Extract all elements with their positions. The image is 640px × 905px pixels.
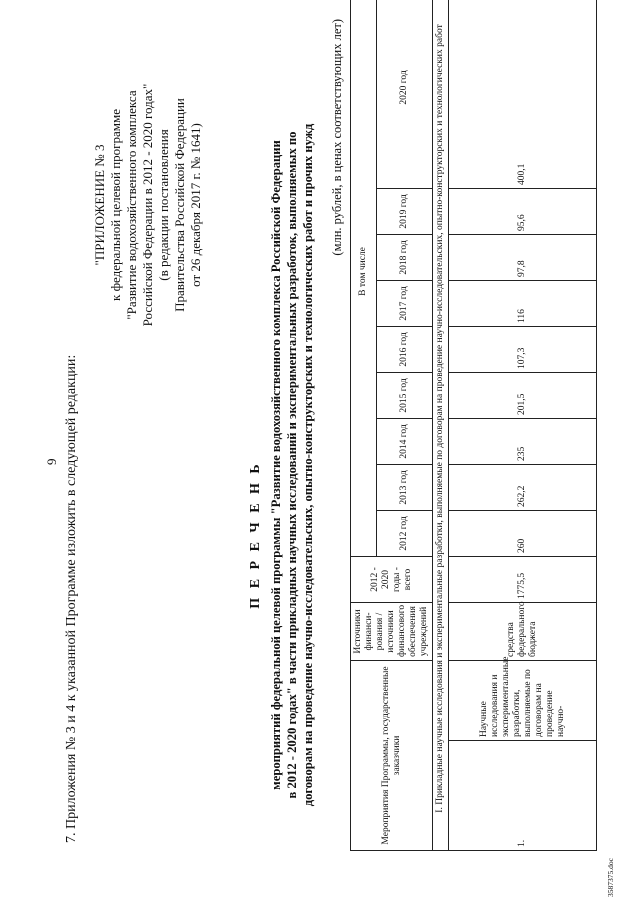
table-row [449,0,597,851]
row-value: 400,1 [449,0,597,188]
row-value: 97,8 [449,234,597,280]
col-header-year: 2019 год [377,188,433,234]
page-number: 9 [44,458,59,465]
row-total: 1775,5 [449,556,597,602]
col-header-measures: Мероприятия Программы, государственные заказчики [351,660,433,850]
subtitle-line: мероприятий федеральной целевой программы "Развитие водохозяйственного комплекса Российской Федерации [269,140,283,790]
col-header-including: В том числе [351,0,377,556]
col-header-year: 2017 год [377,280,433,326]
subtitle-line: договорам на проведение научно-исследовательских, опытно-конструкторских и технологических работ и прочих нужд [301,123,315,807]
intro-text: 7. Приложения № 3 и 4 к указанной Программе изложить в следующей редакции: [64,354,79,843]
section-row [433,0,449,851]
row-value: 95,6 [449,188,597,234]
appendix-line: "Развитие водохозяйственного комплекса [124,90,139,320]
col-header-year: 2012 год [377,510,433,556]
col-header-sources: Источники финанси-рования / источники финансового обеспечения учреждений [351,602,433,660]
document-subtitle [268,45,316,885]
row-number: 1. [449,741,597,851]
appendix-line: (в редакции постановления [156,129,171,281]
header-row [351,0,377,851]
subtitle-line: в 2012 - 2020 годах" в части прикладных научных исследований и экспериментальных разработок, выполняемых по [285,131,299,799]
row-value: 107,3 [449,326,597,372]
row-value: 235 [449,418,597,464]
row-value: 116 [449,280,597,326]
col-header-year: 2018 год [377,234,433,280]
row-value: 262,2 [449,464,597,510]
appendix-line: Российской Федерации в 2012 - 2020 годах" [140,83,155,327]
col-header-year: 2015 год [377,372,433,418]
appendix-line: "ПРИЛОЖЕНИЕ № 3 [92,144,107,266]
program-table [350,0,597,851]
row-measure: Научные исследования и экспериментальные разработки, выполняемые по договорам на проведение научно- [449,660,597,740]
row-source: средства федерального бюджета [449,602,597,660]
col-header-year: 2014 год [377,418,433,464]
row-value: 201,5 [449,372,597,418]
appendix-line: Правительства Российской Федерации [172,98,187,312]
appendix-line: от 26 декабря 2017 г. № 1641) [188,123,203,287]
row-value: 260 [449,510,597,556]
units-note: (млн. рублей, в ценах соответствующих лет) [330,19,344,256]
appendix-block [92,35,204,375]
col-header-year: 2020 год [377,0,433,188]
appendix-line: к федеральной целевой программе [108,109,123,301]
col-header-total: 2012 - 2020 годы - всего [351,556,433,602]
section-title: I. Прикладные научные исследования и экспериментальные разработки, выполняемые по договорам на проведение научно-исследовательских, опытно-конструкторских и технологических работ [433,0,449,851]
file-name: 3587375.doc [606,858,615,897]
col-header-year: 2016 год [377,326,433,372]
document-heading: П Е Р Е Ч Е Н Ь [248,461,263,609]
col-header-year: 2013 год [377,464,433,510]
